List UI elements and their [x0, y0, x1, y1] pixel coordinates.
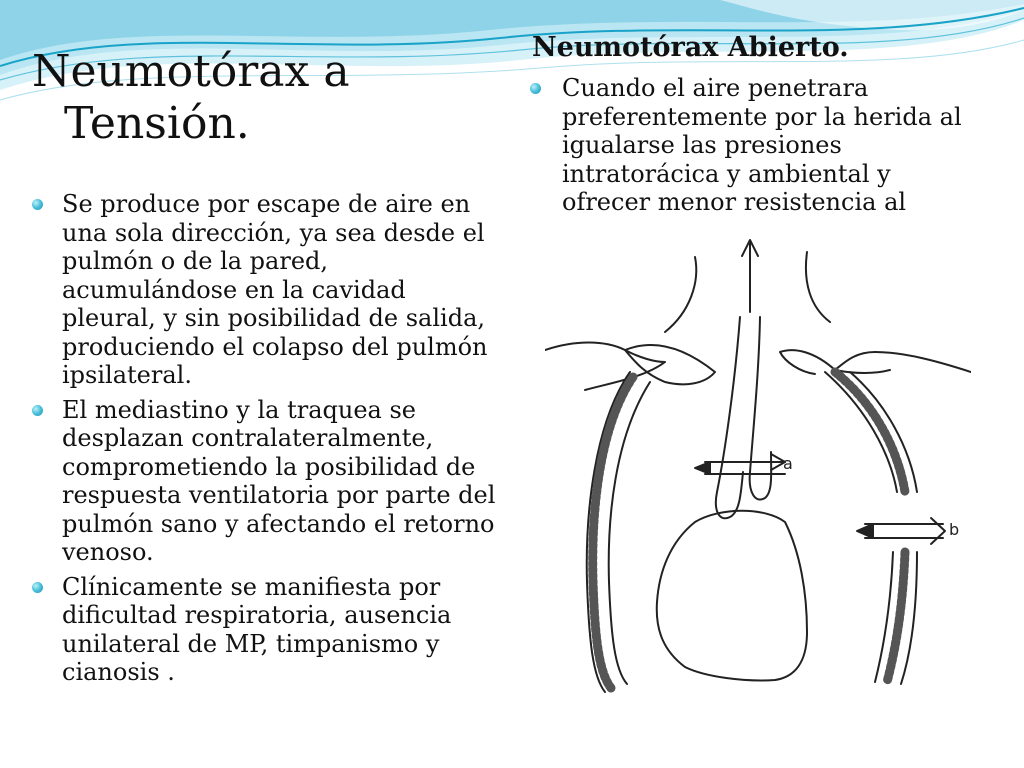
bullet-icon — [530, 83, 541, 94]
left-bullet-item — [30, 396, 500, 567]
left-bullet-text: Clínicamente se manifiesta por dificultad respiratoria, ausencia unilateral de MP, timpanismo y cianosis . — [62, 572, 452, 686]
left-bullet-item — [30, 190, 500, 390]
right-bullet-list — [528, 74, 968, 224]
arrow-b-head — [857, 524, 873, 538]
arrow-a-label: a — [783, 454, 793, 473]
left-bullet-item — [30, 573, 500, 687]
slide-title — [32, 46, 350, 150]
arrow-b-head-right — [931, 518, 945, 544]
bullet-icon — [32, 405, 43, 416]
neck-right-outline — [806, 252, 830, 322]
left-clavicle — [625, 345, 715, 384]
right-shoulder — [835, 352, 971, 373]
left-shoulder — [545, 343, 665, 391]
arrow-b-label: b — [949, 520, 960, 539]
trachea-outer — [716, 317, 743, 518]
left-bullet-list — [30, 190, 500, 693]
left-chest-wall-inner — [609, 382, 650, 684]
left-bullet-text: El mediastino y la traquea se desplazan contralateralmente, comprometiendo la posibilidad de respuesta ventilatoria por parte del pulmón sano y afectando el retorno venoso. — [62, 395, 496, 566]
right-chest-wall-lower-fill — [887, 552, 905, 682]
title-line-2: Tensión. — [64, 98, 250, 149]
trachea-inner — [750, 317, 772, 500]
left-bullet-text: Se produce por escape de aire en una sola dirección, ya sea desde el pulmón o de la pared, acumulándose en la cavidad pleural, y sin posibilidad de salida, produciendo el colapso del pulmón ipsilateral. — [62, 190, 488, 389]
thorax-diagram — [545, 222, 971, 698]
right-bullet-item — [528, 74, 968, 217]
right-clavicle — [780, 350, 835, 374]
right-chest-wall-upper-fill — [835, 372, 905, 492]
bullet-icon — [32, 582, 43, 593]
bullet-icon — [32, 199, 43, 210]
right-heading: Neumotórax Abierto. — [532, 32, 849, 63]
right-bullet-text: Cuando el aire penetrara preferentemente por la herida al igualarse las presiones intratorácica y ambiental y ofrecer menor resistencia al — [562, 74, 962, 216]
heart-outline — [657, 511, 807, 681]
neck-left-outline — [665, 257, 696, 332]
arrow-a-head — [695, 462, 710, 474]
title-line-1: Neumotórax a — [32, 46, 350, 97]
